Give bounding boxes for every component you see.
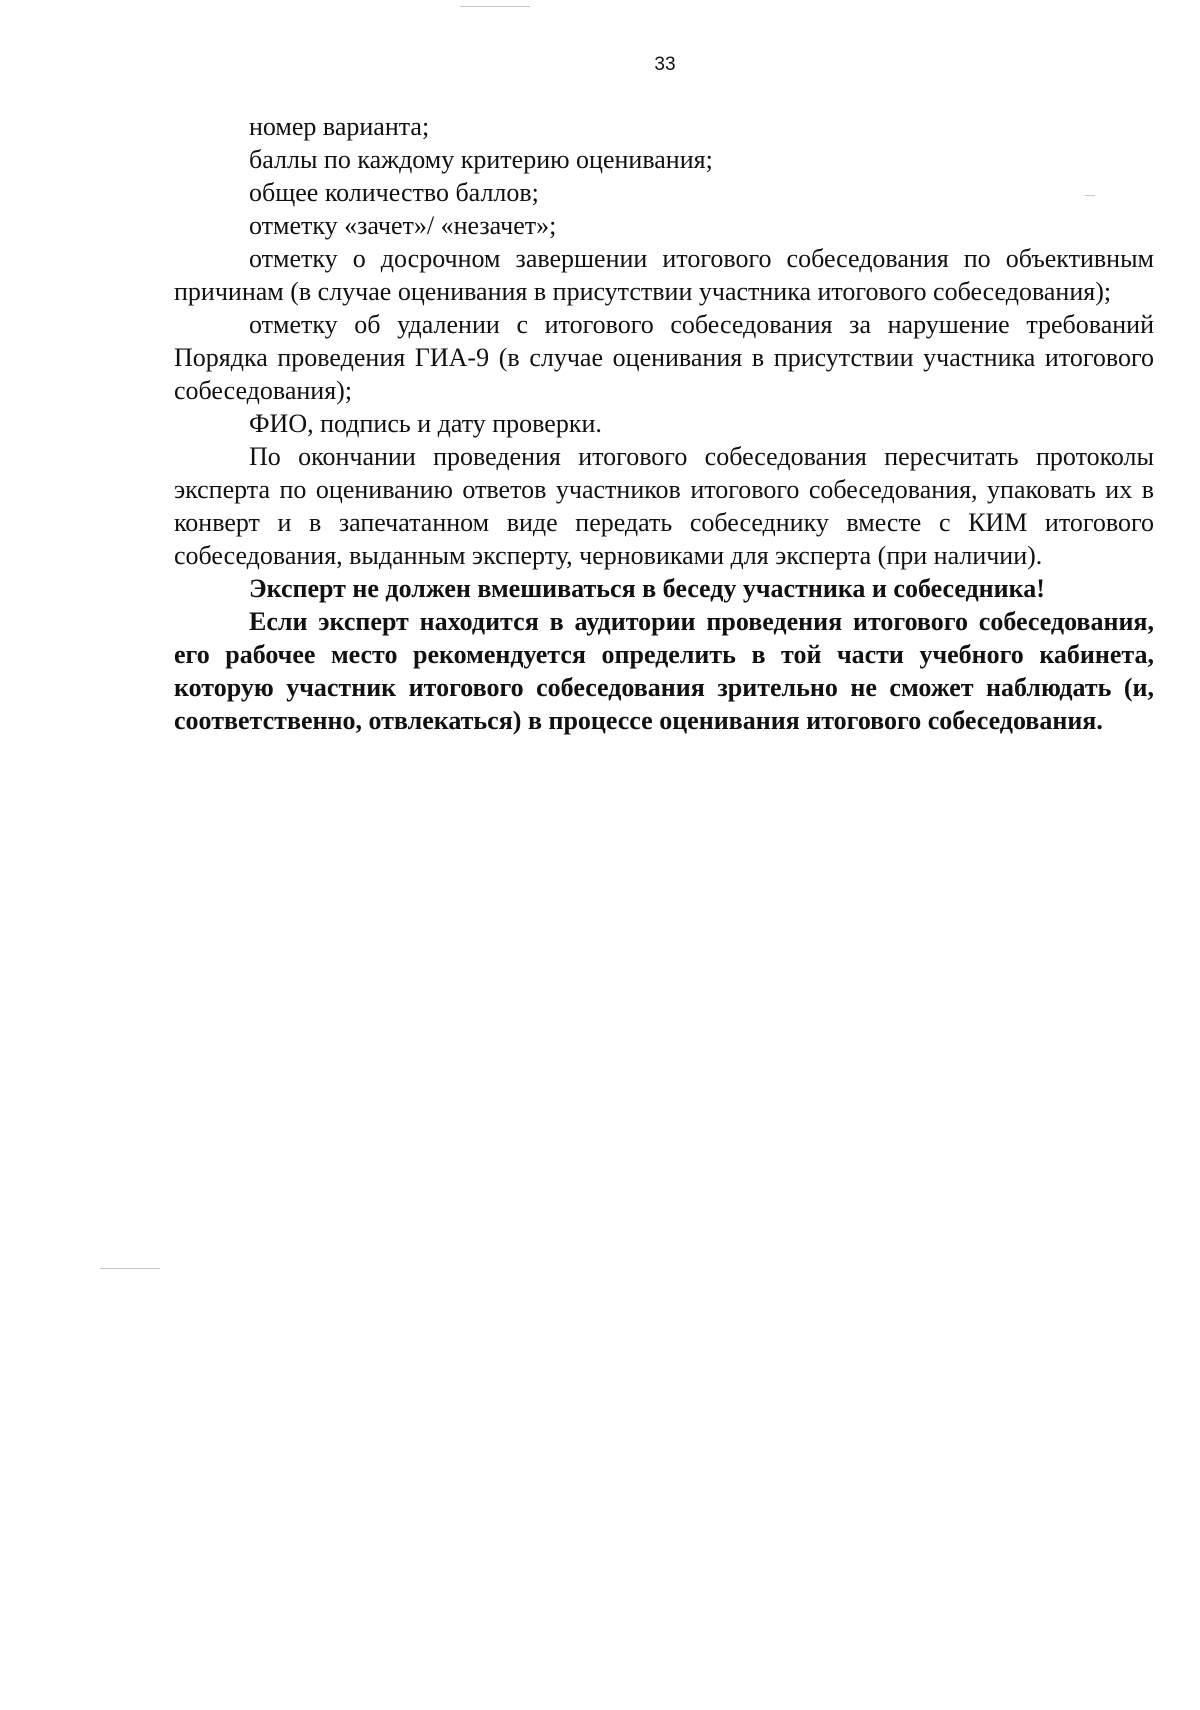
warning-no-interference: Эксперт не должен вмешиваться в беседу участника и собеседника! (249, 574, 1045, 603)
paragraph-after-interview: По окончании проведения итогового собеседования пересчитать протоколы эксперта по оцениванию ответов участников итогового собеседования, упаковать их в конверт и в запечатанном виде передать собеседнику вместе с КИМ итогового собеседования, выданным эксперту, черновиками для эксперта (при наличии). (174, 442, 1154, 570)
scan-artifact-top (460, 6, 530, 7)
list-item-criteria-scores: баллы по каждому критерию оценивания; (249, 145, 713, 174)
list-item-variant-number: номер варианта; (249, 112, 430, 141)
document-body (174, 110, 1154, 737)
list-item-pass-mark: отметку «зачет»/ «незачет»; (249, 211, 557, 240)
list-item-total-score: общее количество баллов; (249, 178, 539, 207)
page-number: 33 (654, 54, 676, 75)
list-item-removal-mark: отметку об удалении с итогового собеседования за нарушение требований Порядка проведения ГИА-9 (в случае оценивания в присутствии участника итогового собеседования); (174, 310, 1154, 405)
recommendation-expert-seat: Если эксперт находится в аудитории проведения итогового собеседования, его рабочее место рекомендуется определить в той части учебного кабинета, которую участник итогового собеседования зрительно не сможет наблюдать (и, соответственно, отвлекаться) в процессе оценивания итогового собеседования. (174, 607, 1154, 735)
scan-artifact-left (100, 1268, 160, 1269)
list-item-signature-date: ФИО, подпись и дату проверки. (249, 409, 602, 438)
list-item-early-completion: отметку о досрочном завершении итогового собеседования по объективным причинам (в случае оценивания в присутствии участника итогового собеседования); (174, 244, 1154, 306)
